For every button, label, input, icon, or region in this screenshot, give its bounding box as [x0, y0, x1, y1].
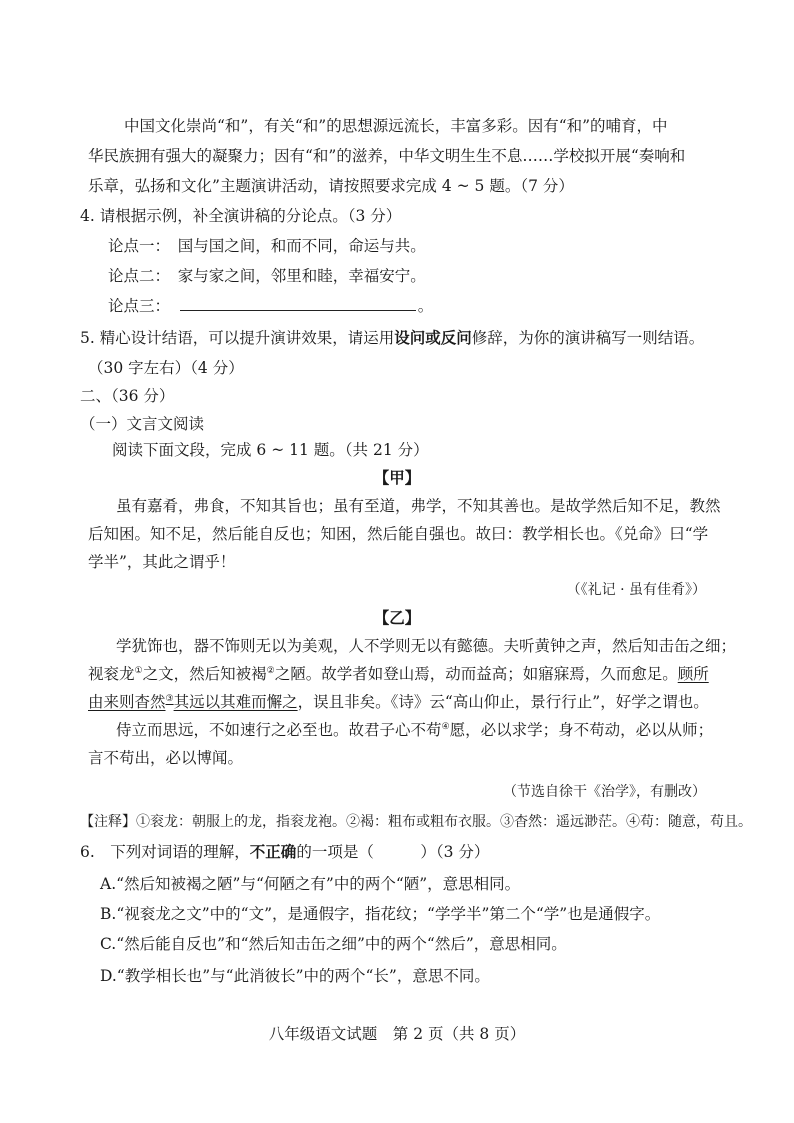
intro-line-1: 中国文化崇尚“和”，有关“和”的思想源远流长，丰富多彩。因有“和”的哺育，中 — [124, 117, 668, 135]
passage-yi-line-3 — [88, 692, 709, 712]
intro-line-3: 乐章，弘扬和文化”主题演讲活动，请按照要求完成 4 ~ 5 题。（7 分） — [88, 177, 574, 195]
question-4-stem: 4. 请根据示例，补全演讲稿的分论点。（3 分） — [80, 207, 402, 225]
yi-text: 愿，必以求学；身不苟动，必以从师； — [449, 721, 714, 739]
annotation-notes: 【注释】①衮龙：朝服上的龙，指衮龙袍。②褐：粗布或粗布衣服。③杳然：遥远渺茫。④苟：随意，苟且。 — [80, 814, 752, 830]
argument-2-label: 论点二： — [108, 267, 163, 285]
passage-yi-source: （节选自徐干《治学》，有删改） — [503, 784, 706, 800]
note-ref-1: ① — [134, 665, 143, 676]
yi-text: 视衮龙 — [88, 665, 135, 683]
section-2-subheading: （一）文言文阅读 — [80, 415, 205, 433]
q6-text: 6. 下列对词语的理解， — [80, 843, 250, 861]
passage-yi-line-5: 言不苟出，必以博闻。 — [88, 749, 244, 767]
passage-yi-label: 【乙】 — [373, 608, 421, 627]
passage-jia-source: （《礼记 · 虽有佳肴》） — [566, 582, 706, 598]
q6-option-d: D.“教学相长也”与“此消彼长”中的两个“长”，意思不同。 — [100, 967, 490, 985]
passage-jia-label: 【甲】 — [373, 468, 421, 487]
yi-text: 之陋。故学者如登山焉，动而益高；如寤寐焉，久而愈足。 — [274, 665, 678, 683]
note-ref-2: ② — [266, 665, 275, 676]
q6-text: 的一项是（ ）（3 分） — [296, 843, 490, 861]
note-ref-3: ③ — [165, 693, 174, 704]
question-5-text-a: 5. 精心设计结语，可以提升演讲效果，请运用 — [80, 329, 395, 347]
yi-text: 侍立而思远，不如速行之必至也。故君子心不苟 — [116, 721, 442, 739]
page-footer: 八年级语文试题 第 2 页（共 8 页） — [268, 1025, 526, 1043]
underlined-sentence-part-1: 顾所 — [677, 665, 709, 683]
q6-option-c: C.“然后能自反也”和“然后知击缶之细”中的两个“然后”，意思相同。 — [100, 935, 567, 953]
section-2-heading: 二、（36 分） — [80, 387, 175, 405]
underlined-sentence-part-2: 由来则杳然 — [88, 693, 166, 711]
argument-1 — [108, 236, 426, 256]
question-5-line-2: （30 字左右）（4 分） — [88, 359, 244, 377]
passage-jia-line-1: 虽有嘉肴，弗食，不知其旨也；虽有至道，弗学，不知其善也。是故学然后知不足，教然 — [116, 497, 721, 515]
passage-yi-line-2 — [88, 664, 709, 684]
argument-3 — [108, 296, 433, 316]
argument-3-answer-blank[interactable] — [180, 296, 416, 311]
q6-bold: 不正确 — [249, 842, 297, 861]
passage-jia-line-3: 学半”，其此之谓乎！ — [88, 553, 236, 571]
argument-3-end: 。 — [417, 297, 434, 315]
argument-1-text: 国与国之间，和而不同，命运与共。 — [177, 237, 426, 255]
yi-text: 之文，然后知被褐 — [142, 665, 267, 683]
intro-line-2: 华民族拥有强大的凝聚力；因有“和”的滋养，中华文明生生不息……学校拟开展“奏响和 — [88, 147, 686, 165]
question-5-text-b: 修辞，为你的演讲稿写一则结语。 — [471, 329, 705, 347]
argument-3-label: 论点三： — [108, 297, 163, 315]
section-2-instruction: 阅读下面文段，完成 6 ~ 11 题。（共 21 分） — [112, 441, 429, 459]
note-ref-4: ④ — [441, 721, 450, 732]
q6-option-b: B.“视衮龙之文”中的“文”，是通假字，指花纹；“学学半”第二个“学”也是通假字。 — [100, 905, 661, 923]
argument-1-label: 论点一： — [108, 237, 163, 255]
question-6-stem — [80, 842, 489, 862]
argument-2-text: 家与家之间，邻里和睦，幸福安宁。 — [177, 267, 426, 285]
question-5-line-1 — [80, 328, 704, 348]
passage-jia-line-2: 后知困。知不足，然后能自反也；知困，然后能自强也。故曰：教学相长也。《兑命》曰“学 — [88, 525, 709, 543]
argument-2 — [108, 266, 426, 286]
question-5-bold: 设问或反问 — [394, 328, 472, 347]
underlined-sentence-part-3: 其远以其难而懈之 — [173, 693, 298, 711]
passage-yi-line-4 — [116, 720, 713, 740]
q6-option-a: A.“然后知被褐之陋”与“何陋之有”中的两个“陋”，意思相同。 — [100, 875, 521, 893]
yi-text: ，误且非矣。《诗》云“高山仰止，景行行止”，好学之谓也。 — [297, 693, 709, 711]
passage-yi-line-1: 学犹饰也，器不饰则无以为美观，人不学则无以有懿德。夫听黄钟之声，然后知击缶之细； — [116, 637, 737, 655]
